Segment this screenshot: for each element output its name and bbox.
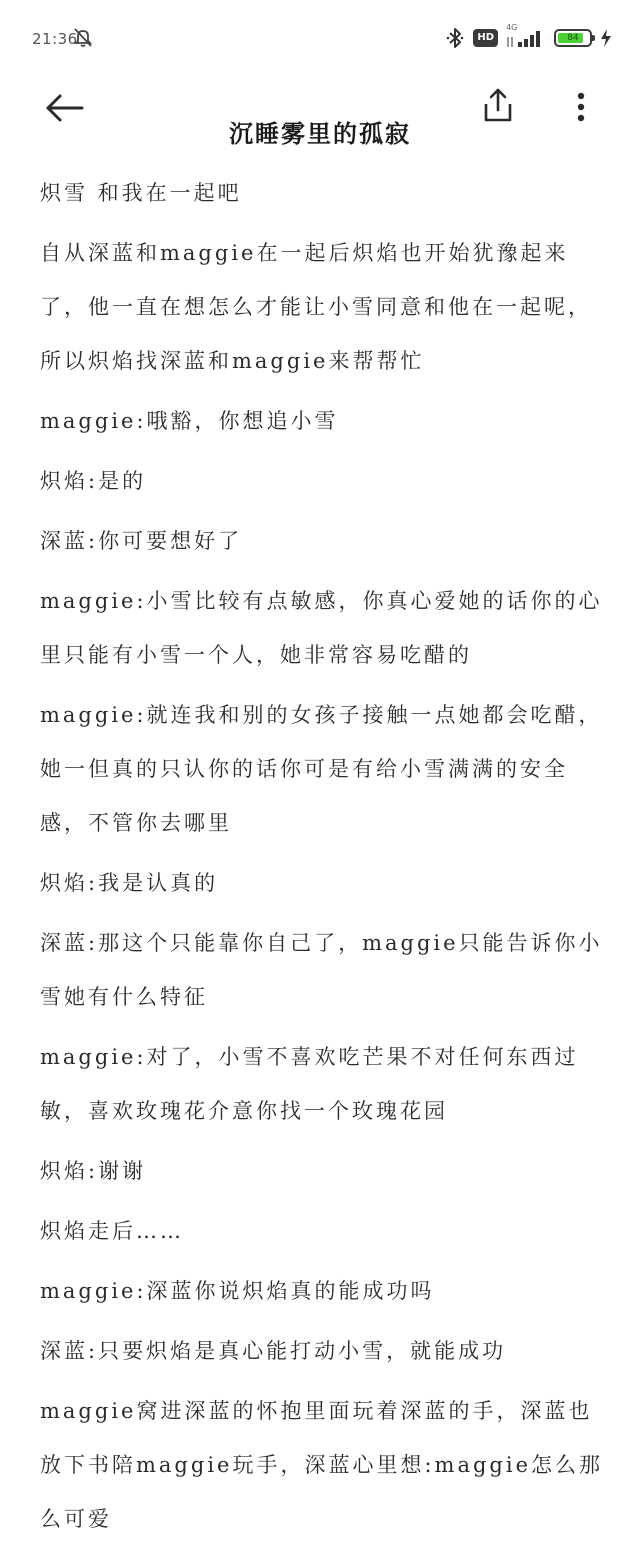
- article-paragraph: 炽焰:是的: [40, 469, 147, 493]
- status-bar: [0, 0, 640, 78]
- article-paragraph: 自从深蓝和maggie在一起后炽焰也开始犹豫起来了，他一直在想怎么才能让小雪同意和他在一起呢，所以炽焰找深蓝和maggie来帮帮忙: [40, 241, 592, 373]
- article-paragraph: maggie:对了，小雪不喜欢吃芒果不对任何东西过敏，喜欢玫瑰花介意你找一个玫瑰花园: [40, 1045, 579, 1123]
- article-paragraph: 深蓝:那这个只能靠你自己了，maggie只能告诉你小雪她有什么特征: [40, 931, 603, 1009]
- charging-icon: [600, 28, 612, 48]
- article-paragraph: 炽焰:我是认真的: [40, 871, 219, 895]
- article-paragraph: 深蓝:只要炽焰是真心能打动小雪，就能成功: [40, 1339, 507, 1363]
- article-paragraph: maggie:深蓝你说炽焰真的能成功吗: [40, 1279, 435, 1303]
- article-paragraph: maggie:就连我和别的女孩子接触一点她都会吃醋，她一但真的只认你的话你可是有给小雪满满的安全感，不管你去哪里: [40, 703, 603, 835]
- page-title: 沉睡雾里的孤寂: [229, 119, 411, 148]
- network-type-label: 4G: [506, 23, 518, 32]
- status-icons: [445, 23, 612, 50]
- article-paragraph: 深蓝:你可要想好了: [40, 529, 243, 553]
- article-paragraph: 炽雪 和我在一起吧: [40, 181, 242, 205]
- status-time: 21:36: [32, 30, 78, 48]
- signal-icon: [506, 23, 546, 49]
- article-body: [40, 166, 610, 1546]
- hd-icon: HD: [473, 29, 498, 47]
- battery-level-text: 84: [567, 33, 579, 43]
- battery-icon: [554, 29, 592, 47]
- article-paragraph: 炽焰:谢谢: [40, 1159, 147, 1183]
- article-paragraph: 炽焰走后……: [40, 1219, 184, 1243]
- article-paragraph: maggie:小雪比较有点敏感，你真心爱她的话你的心里只能有小雪一个人，她非常容易吃醋的: [40, 589, 603, 667]
- article-paragraph: maggie窝进深蓝的怀抱里面玩着深蓝的手，深蓝也放下书陪maggie玩手，深蓝心里想:maggie怎么那么可爱: [40, 1399, 603, 1531]
- article-paragraph: maggie:哦豁，你想追小雪: [40, 409, 339, 433]
- battery-cap: [592, 35, 595, 41]
- mute-icon: [72, 26, 94, 48]
- bluetooth-icon: [445, 27, 465, 49]
